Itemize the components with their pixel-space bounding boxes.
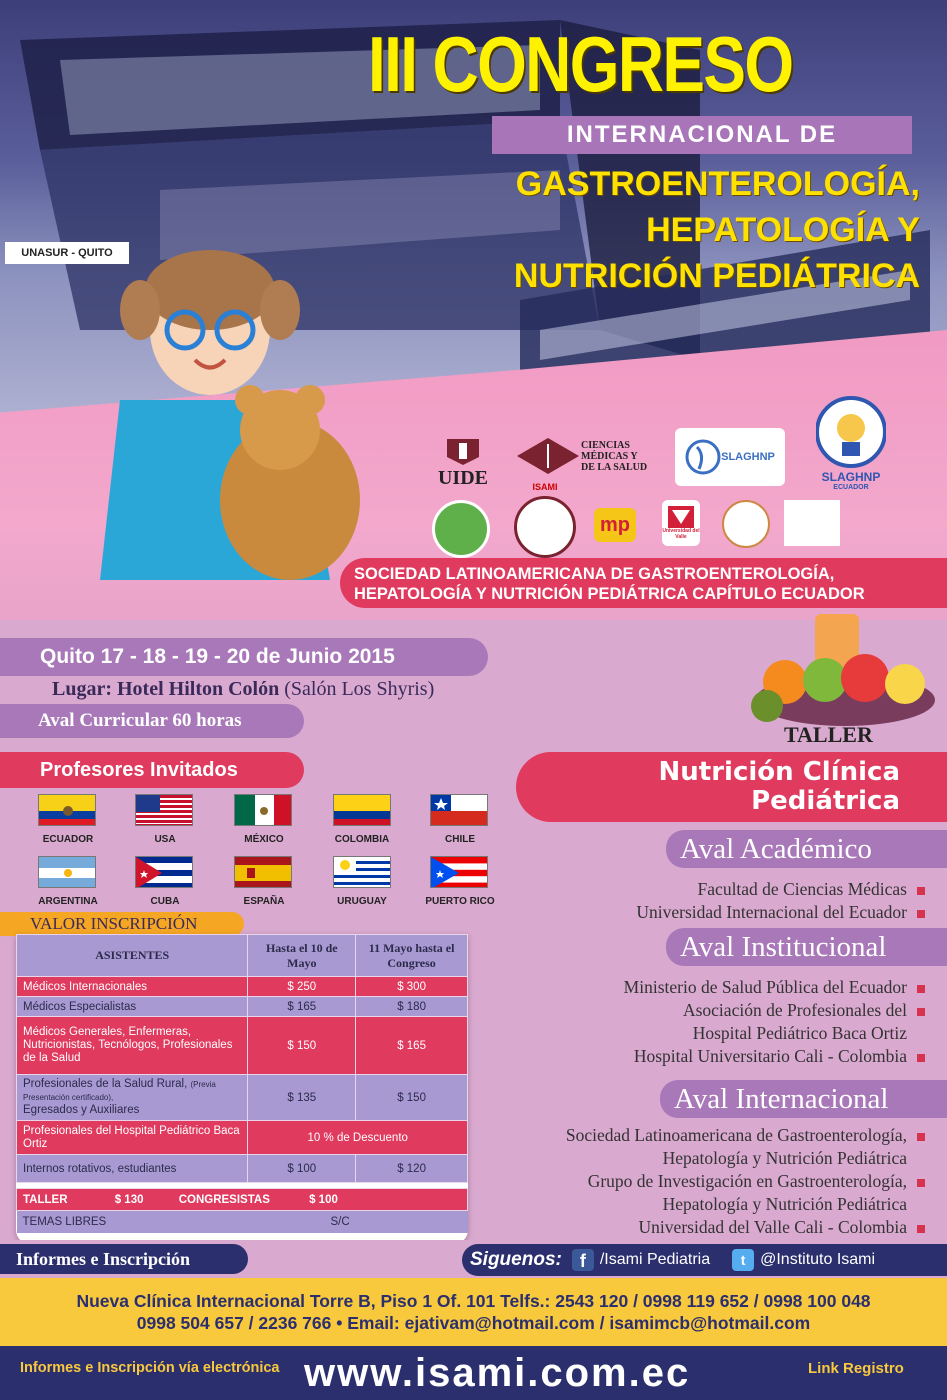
child-doctor-illustration	[90, 250, 360, 610]
row-price-b: $ 165	[356, 1017, 468, 1075]
electronic-label: Informes e Inscripción vía electrónica	[20, 1360, 280, 1376]
aval-institucional-list	[440, 976, 925, 1068]
country-label-uruguay: URUGUAY	[337, 896, 387, 907]
country-label-spain: ESPAÑA	[243, 896, 285, 907]
aval-institucional-heading: Aval Institucional	[666, 928, 947, 966]
price-table-card	[16, 934, 468, 1244]
taller-name-line-1: Nutrición Clínica	[658, 757, 900, 787]
country-label-puerto-rico: PUERTO RICO	[425, 896, 495, 907]
temas-libres-label: TEMAS LIBRES	[17, 1211, 248, 1233]
flag-chile	[430, 794, 488, 831]
table-row	[17, 1017, 468, 1075]
flag-cuba	[135, 856, 193, 893]
row-price-a: $ 250	[248, 977, 356, 997]
flag-mexico	[234, 794, 292, 831]
event-dates: Quito 17 - 18 - 19 - 20 de Junio 2015	[0, 638, 488, 676]
row-label: Médicos Especialistas	[17, 997, 248, 1017]
row-price-b: $ 300	[356, 977, 468, 997]
taller-name-line-2: Pediátrica	[751, 786, 900, 816]
valor-heading: VALOR INSCRIPCIÓN	[0, 912, 244, 936]
table-row	[17, 997, 468, 1017]
slaghnp-seal-icon	[816, 394, 886, 470]
aval-internacional-item: Universidad del Valle Cali - Colombia	[440, 1216, 925, 1239]
aval-internacional-item: Sociedad Latinoamericana de Gastroenterología,	[440, 1124, 925, 1147]
isami-seal-logo	[514, 496, 576, 558]
row-price-a: $ 100	[248, 1155, 356, 1183]
venue	[52, 676, 434, 702]
table-row	[17, 1075, 468, 1121]
siguenos-label: Siguenos:	[470, 1249, 562, 1270]
facebook-icon[interactable]: f	[572, 1249, 594, 1271]
flag-spain	[234, 856, 292, 893]
profesores-heading: Profesores Invitados	[0, 752, 304, 788]
caduceus-diamond-icon	[515, 436, 581, 476]
price-table	[16, 934, 468, 1233]
table-row	[17, 977, 468, 997]
col-11-mayo: 11 Mayo hasta el Congreso	[356, 935, 468, 977]
ciencias-medicas-logo: CIENCIAS MÉDICAS Y DE LA SALUD	[515, 436, 660, 476]
website-link[interactable]: www.isami.com.ec	[304, 1351, 691, 1395]
aval-academico-item: Facultad de Ciencias Médicas	[440, 878, 925, 901]
mp-logo: mp	[594, 508, 636, 542]
slaghnp-ecuador-logo: SLAGHNP ECUADOR	[810, 388, 892, 496]
row-label-sub: Egresados y Auxiliares	[23, 1104, 140, 1116]
aval-internacional-item: Grupo de Investigación en Gastroenterología,	[440, 1170, 925, 1193]
uide-logo: UIDE	[428, 432, 498, 494]
aval-internacional-heading: Aval Internacional	[660, 1080, 947, 1118]
address-line-2: 0998 504 657 / 2236 766 • Email: ejativam@hotmail.com / isamimcb@hotmail.com	[136, 1313, 811, 1333]
col-asistentes: ASISTENTES	[17, 935, 248, 977]
table-row	[17, 1121, 468, 1155]
row-price-a: $ 135	[248, 1075, 356, 1121]
univalle-logo: Universidad del Valle	[662, 500, 700, 546]
aval-academico-heading: Aval Académico	[666, 830, 947, 868]
aval-internacional-item: Hepatología y Nutrición Pediátrica	[662, 1194, 907, 1214]
globe-icon	[685, 435, 721, 479]
congresistas-label: CONGRESISTAS	[178, 1193, 270, 1206]
country-label-chile: CHILE	[445, 834, 475, 845]
aval-institucional-item: Hospital Universitario Cali - Colombia	[440, 1045, 925, 1068]
col-hasta-10-mayo: Hasta el 10 de Mayo	[248, 935, 356, 977]
aval-academico-list	[440, 878, 925, 924]
taller-banner	[516, 752, 947, 822]
taller-price-row	[17, 1189, 468, 1211]
venue-label: Lugar: Hotel Hilton Colón	[52, 678, 280, 700]
congress-title: III CONGRESO	[368, 20, 793, 108]
society-line-2: HEPATOLOGÍA Y NUTRICIÓN PEDIÁTRICA CAPÍTULO ECUADOR	[354, 585, 865, 603]
country-label-mexico: MÉXICO	[244, 834, 284, 845]
aval-hours: Aval Curricular 60 horas	[0, 704, 304, 738]
informes-label: Informes e Inscripción	[0, 1244, 248, 1274]
row-price-a: $ 165	[248, 997, 356, 1017]
flag-uruguay	[333, 856, 391, 893]
country-label-ecuador: ECUADOR	[42, 834, 94, 845]
row-label: Profesionales del Hospital Pediátrico Baca Ortiz	[17, 1121, 248, 1155]
row-label	[17, 1075, 248, 1121]
country-label-cuba: CUBA	[150, 896, 180, 907]
temas-libres-value: S/C	[248, 1211, 356, 1233]
fruit-bowl-illustration	[745, 610, 945, 728]
taller-price-value: $ 130	[114, 1193, 144, 1206]
row-price-b: $ 150	[356, 1075, 468, 1121]
row-label-main: Profesionales de la Salud Rural,	[23, 1078, 188, 1090]
contact-band	[0, 1278, 947, 1346]
society-banner	[340, 558, 947, 608]
aval-institucional-item: Ministerio de Salud Pública del Ecuador	[440, 976, 925, 999]
row-label: Médicos Internacionales	[17, 977, 248, 997]
address-line-1: Nueva Clínica Internacional Torre B, Piso 1 Of. 101 Telfs.: 2543 120 / 0998 119 652 / 0998 100 048	[76, 1291, 871, 1311]
facebook-handle[interactable]: /Isami Pediatria	[599, 1251, 711, 1268]
flag-ecuador	[38, 794, 96, 831]
topic-line-2: HEPATOLOGÍA Y	[646, 211, 920, 249]
topic-line-1: GASTROENTEROLOGÍA,	[515, 165, 920, 203]
link-registro[interactable]: Link Registro	[808, 1360, 904, 1377]
univalle-v-icon	[668, 506, 694, 528]
society-line-1: SOCIEDAD LATINOAMERICANA DE GASTROENTEROLOGÍA,	[354, 565, 835, 583]
row-price-a: $ 150	[248, 1017, 356, 1075]
venue-room: (Salón Los Shyris)	[284, 678, 435, 700]
flag-argentina	[38, 856, 96, 893]
isami-label: ISAMI	[532, 482, 558, 492]
row-label: Médicos Generales, Enfermeras, Nutricionistas, Tecnólogos, Profesionales de la Salud	[17, 1017, 248, 1075]
row-label: Internos rotativos, estudiantes	[17, 1155, 248, 1183]
aval-internacional-list	[440, 1124, 925, 1239]
aval-academico-item: Universidad Internacional del Ecuador	[440, 901, 925, 924]
row-price-b: $ 180	[356, 997, 468, 1017]
country-label-colombia: COLOMBIA	[334, 834, 390, 845]
congresistas-price: $ 100	[309, 1193, 338, 1206]
twitter-handle[interactable]: @Instituto Isami	[760, 1251, 876, 1268]
hospital-universitario-logo	[784, 500, 840, 546]
web-band	[0, 1346, 947, 1400]
twitter-icon[interactable]: t	[732, 1249, 754, 1271]
aval-institucional-item: Hospital Pediátrico Baca Ortiz	[692, 1023, 907, 1043]
row-discount: 10 % de Descuento	[248, 1121, 468, 1155]
asociacion-profesionales-logo	[432, 500, 490, 558]
social-bar	[462, 1244, 947, 1276]
location-tag: UNASUR - QUITO	[5, 242, 129, 264]
row-price-b: $ 120	[356, 1155, 468, 1183]
price-header-row	[17, 935, 468, 977]
taller-label: TALLER	[784, 722, 873, 747]
congress-subtitle: INTERNACIONAL DE	[492, 116, 912, 154]
aval-institucional-item: Asociación de Profesionales del	[440, 999, 925, 1022]
topic-line-3: NUTRICIÓN PEDIÁTRICA	[513, 257, 920, 295]
aval-internacional-item: Hepatología y Nutrición Pediátrica	[662, 1148, 907, 1168]
temas-libres-row	[17, 1211, 468, 1233]
taller-price-label: TALLER	[23, 1193, 68, 1206]
flag-usa	[135, 794, 193, 831]
country-label-usa: USA	[154, 834, 176, 845]
row-label-note: (Previa Presentación certificado),	[23, 1080, 216, 1102]
country-label-argentina: ARGENTINA	[38, 896, 98, 907]
table-row	[17, 1155, 468, 1183]
hospital-seal-logo	[722, 500, 770, 548]
uide-shield-icon	[445, 437, 481, 467]
flag-colombia	[333, 794, 391, 831]
slaghnp-small-logo: SLAGHNP	[675, 428, 785, 486]
